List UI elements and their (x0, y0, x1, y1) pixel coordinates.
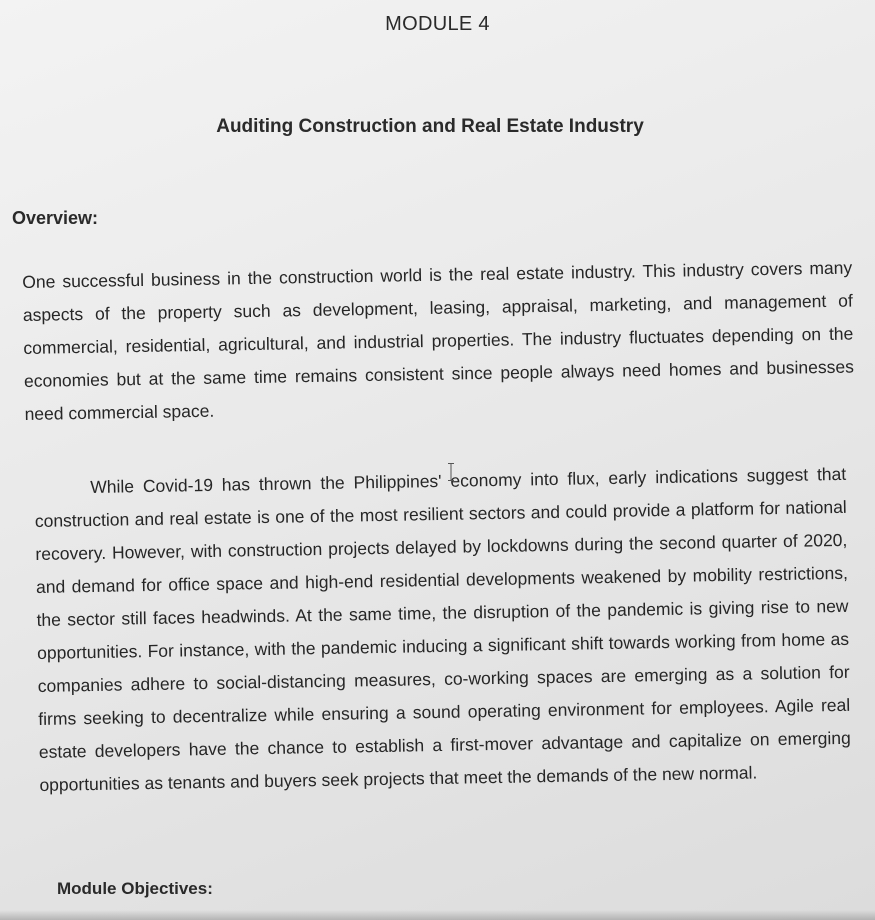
paragraph-covid: While Covid-19 has thrown the Philippines' economy into flux, early indications suggest that construction and real estate is one of the most resilient sectors and could provide a platform for national recovery. However, with construction projects delayed by lockdowns during the second quarter of 2020, and demand for office space and high-end residential developments weakened by mobility restrictions, the sector still faces headwinds. At the same time, the disruption of the pandemic is giving rise to new opportunities. For instance, with the pandemic inducing a significant shift towards working from home as companies adhere to social-distancing measures, co-working spaces are emerging as a solution for firms seeking to decentralize while ensuring a sound operating environment for employees. Agile real estate developers have the chance to establish a first-mover advantage and capitalize on emerging opportunities as tenants and buyers seek projects that meet the demands of the new normal. (34, 463, 851, 795)
page-edge-shadow (0, 910, 875, 920)
text-cursor-icon (447, 462, 455, 482)
overview-heading: Overview: (12, 208, 99, 228)
module-label: MODULE 4 (385, 13, 490, 35)
objectives-heading: Module Objectives: (57, 879, 213, 898)
page-title: Auditing Construction and Real Estate Industry (216, 116, 644, 137)
paragraph-intro: One successful business in the construction world is the real estate industry. This industry covers many aspects of the property such as development, leasing, appraisal, marketing, and management of commercial, residential, agricultural, and industrial properties. The industry fluctuates depending on the economies but at the same time remains consistent since people always need homes and businesses need commercial space. (22, 257, 855, 424)
